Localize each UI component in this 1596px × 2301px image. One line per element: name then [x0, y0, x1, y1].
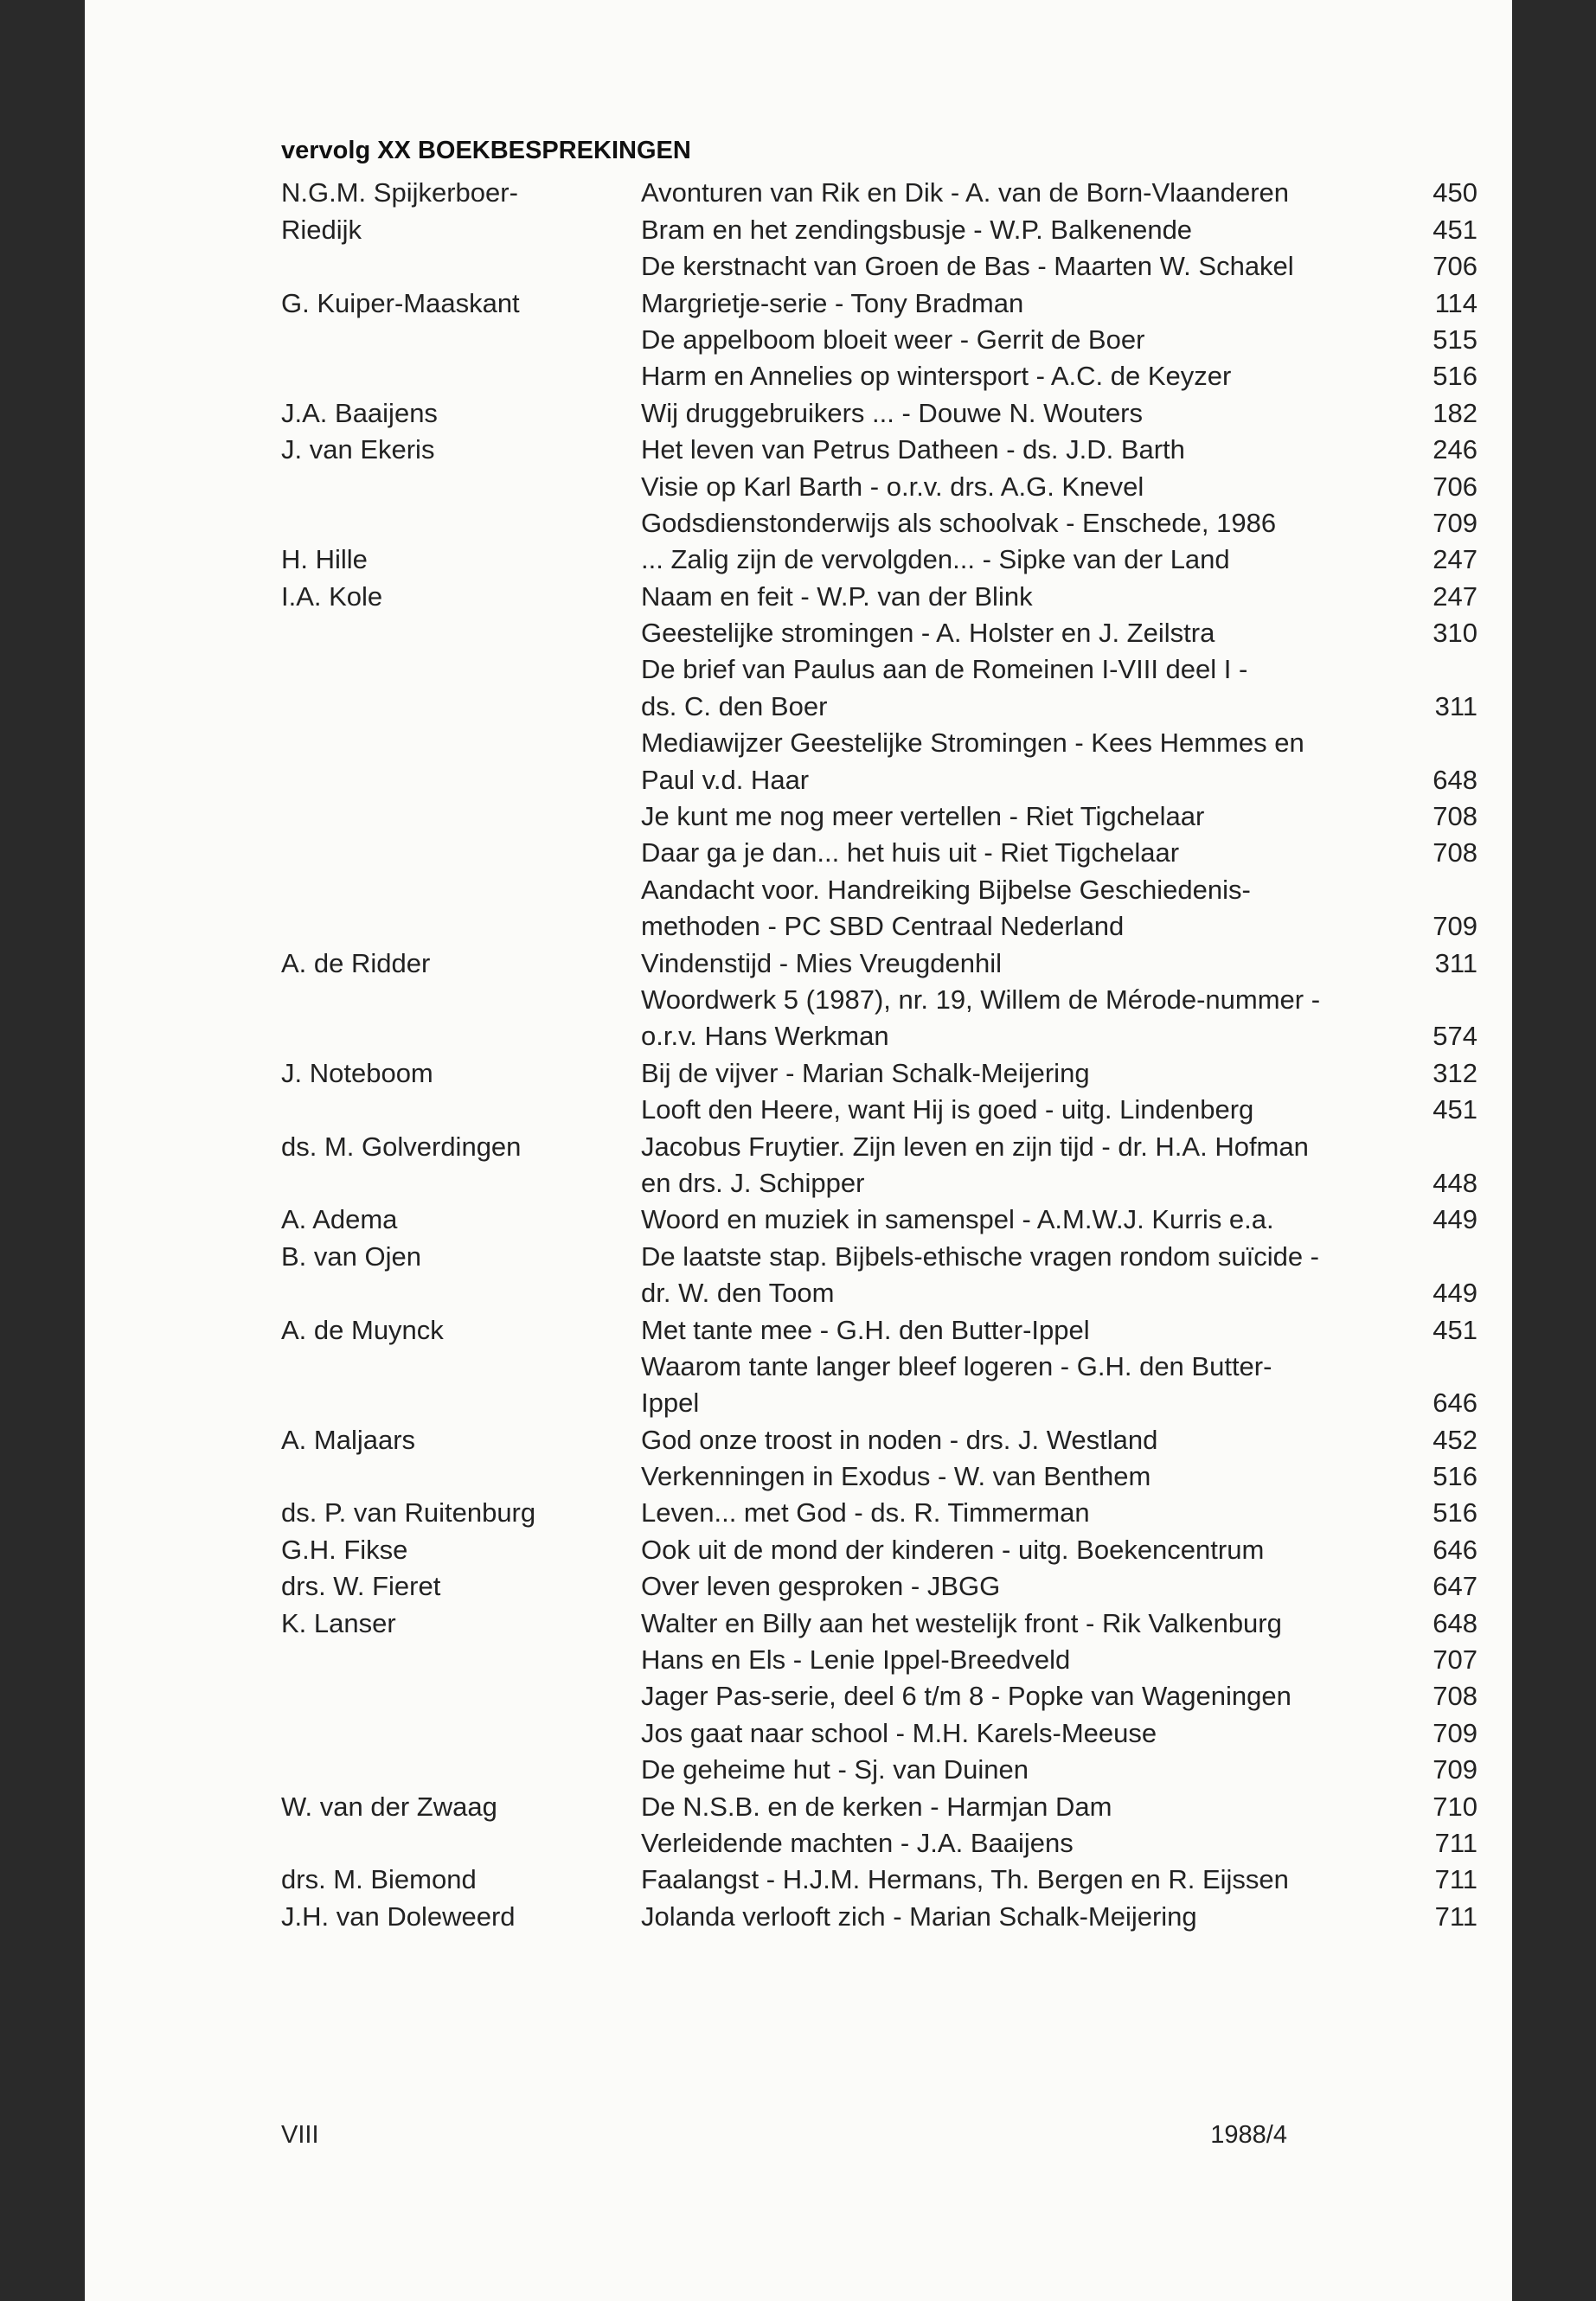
list-item [281, 834, 1477, 870]
page-number: 452 [1433, 1424, 1477, 1455]
page-number: 311 [1434, 947, 1477, 978]
page-number: 449 [1433, 1278, 1477, 1309]
list-item [281, 247, 1477, 284]
book-title: ... Zalig zijn de vervolgden... - Sipke van der Land [641, 544, 1230, 575]
list-item [281, 1017, 1477, 1054]
list-item [281, 467, 1477, 503]
page-number: 247 [1433, 544, 1477, 575]
book-title: Verleidende machten - J.A. Baaijens [641, 1827, 1074, 1858]
document-page [85, 0, 1512, 2301]
page-number: 448 [1433, 1167, 1477, 1198]
page-number: 182 [1433, 397, 1477, 428]
reviewer-name: drs. W. Fieret [281, 1571, 441, 1602]
book-title: Paul v.d. Haar [641, 764, 810, 795]
reviewer-name: J.A. Baaijens [281, 397, 438, 428]
reviewer-name: J. van Ekeris [281, 434, 435, 465]
book-title: Leven... met God - ds. R. Timmerman [641, 1497, 1090, 1529]
book-title: Jacobus Fruytier. Zijn leven en zijn tijd - dr. H.A. Hofman [641, 1131, 1309, 1162]
reviewer-name: I.A. Kole [281, 580, 383, 612]
list-item [281, 687, 1477, 723]
list-item [281, 1458, 1477, 1494]
page-number: 647 [1433, 1571, 1477, 1602]
book-title: Het leven van Petrus Datheen - ds. J.D. Barth [641, 434, 1185, 465]
list-item [281, 210, 1477, 247]
list-item [281, 651, 1477, 687]
issue-number: 1988/4 [1210, 2121, 1287, 2149]
page-number: 709 [1433, 1754, 1477, 1785]
list-item [281, 1311, 1477, 1347]
book-title: Faalangst - H.J.M. Hermans, Th. Bergen en R. Eijssen [641, 1864, 1289, 1895]
list-item [281, 394, 1477, 430]
page-number: 708 [1433, 801, 1477, 832]
reviewer-name: ds. P. van Ruitenburg [281, 1497, 536, 1529]
book-title: o.r.v. Hans Werkman [641, 1021, 889, 1052]
list-item [281, 284, 1477, 320]
review-list [281, 174, 1477, 1934]
book-title: Verkenningen in Exodus - W. van Benthem [641, 1461, 1151, 1492]
book-title: Looft den Heere, want Hij is goed - uitg. Lindenberg [641, 1094, 1254, 1125]
list-item [281, 321, 1477, 357]
list-item [281, 760, 1477, 797]
page-number: 710 [1433, 1791, 1477, 1822]
page-number: 451 [1433, 1314, 1477, 1345]
page-number: 711 [1434, 1900, 1477, 1932]
page-number: 451 [1433, 1094, 1477, 1125]
book-title: De geheime hut - Sj. van Duinen [641, 1754, 1029, 1785]
book-title: Over leven gesproken - JBGG [641, 1571, 1001, 1602]
book-title: Vindenstijd - Mies Vreugdenhil [641, 947, 1003, 978]
page-number: 711 [1434, 1827, 1477, 1858]
page-number: 574 [1433, 1021, 1477, 1052]
page-number: 709 [1433, 1717, 1477, 1748]
reviewer-name: A. de Ridder [281, 947, 431, 978]
list-item [281, 1201, 1477, 1237]
page-number: 648 [1433, 764, 1477, 795]
page-number: 451 [1433, 214, 1477, 245]
list-item [281, 944, 1477, 980]
list-item [281, 577, 1477, 613]
book-title: De laatste stap. Bijbels-ethische vragen rondom suïcide - [641, 1240, 1320, 1272]
book-title: Geestelijke stromingen - A. Holster en J. Zeilstra [641, 618, 1215, 649]
book-title: Walter en Billy aan het westelijk front - Rik Valkenburg [641, 1607, 1282, 1638]
page-number: 247 [1433, 580, 1477, 612]
reviewer-name: G.H. Fikse [281, 1534, 408, 1565]
book-title: Avonturen van Rik en Dik - A. van de Born-Vlaanderen [641, 177, 1290, 208]
page-roman-number: VIII [281, 2121, 319, 2149]
book-title: Visie op Karl Barth - o.r.v. drs. A.G. Knevel [641, 471, 1144, 502]
book-title: Wij druggebruikers ... - Douwe N. Wouters [641, 397, 1144, 428]
book-title: Godsdienstonderwijs als schoolvak - Enschede, 1986 [641, 507, 1277, 538]
list-item [281, 1348, 1477, 1384]
page-number: 708 [1433, 837, 1477, 868]
reviewer-name: Riedijk [281, 214, 362, 245]
list-item [281, 1127, 1477, 1163]
page-number: 709 [1433, 507, 1477, 538]
book-title: Bij de vijver - Marian Schalk-Meijering [641, 1057, 1090, 1088]
reviewer-name: H. Hille [281, 544, 368, 575]
page-number: 516 [1433, 361, 1477, 392]
page-number: 310 [1433, 618, 1477, 649]
list-item [281, 1824, 1477, 1861]
book-title: Woord en muziek in samenspel - A.M.W.J. Kurris e.a. [641, 1204, 1274, 1235]
book-title: Hans en Els - Lenie Ippel-Breedveld [641, 1644, 1071, 1676]
page-number: 646 [1433, 1388, 1477, 1419]
reviewer-name: K. Lanser [281, 1607, 396, 1638]
book-title: Harm en Annelies op wintersport - A.C. de Keyzer [641, 361, 1232, 392]
page-number: 646 [1433, 1534, 1477, 1565]
list-item [281, 357, 1477, 394]
list-item [281, 1861, 1477, 1897]
list-item [281, 1897, 1477, 1933]
book-title: Jos gaat naar school - M.H. Karels-Meeuse [641, 1717, 1157, 1748]
book-title: De appelboom bloeit weer - Gerrit de Boer [641, 324, 1145, 355]
book-title: ds. C. den Boer [641, 690, 828, 721]
page-number: 311 [1434, 690, 1477, 721]
reviewer-name: B. van Ojen [281, 1240, 421, 1272]
book-title: Met tante mee - G.H. den Butter-Ippel [641, 1314, 1090, 1345]
list-item [281, 1714, 1477, 1750]
book-title: Daar ga je dan... het huis uit - Riet Tigchelaar [641, 837, 1180, 868]
list-item [281, 907, 1477, 944]
reviewer-name: A. Maljaars [281, 1424, 416, 1455]
book-title: God onze troost in noden - drs. J. Westland [641, 1424, 1158, 1455]
list-item [281, 1384, 1477, 1420]
list-item [281, 1494, 1477, 1530]
book-title: Ippel [641, 1388, 700, 1419]
book-title: Bram en het zendingsbusje - W.P. Balkenende [641, 214, 1193, 245]
reviewer-name: N.G.M. Spijkerboer- [281, 177, 518, 208]
book-title: Jager Pas-serie, deel 6 t/m 8 - Popke van Wageningen [641, 1681, 1292, 1712]
list-item [281, 1567, 1477, 1604]
reviewer-name: G. Kuiper-Maaskant [281, 287, 520, 318]
list-item [281, 1677, 1477, 1714]
list-item [281, 1751, 1477, 1787]
list-item [281, 431, 1477, 467]
list-item [281, 1420, 1477, 1457]
page-number: 515 [1433, 324, 1477, 355]
page-number: 450 [1433, 177, 1477, 208]
list-item [281, 541, 1477, 577]
book-title: Mediawijzer Geestelijke Stromingen - Kees Hemmes en [641, 727, 1304, 759]
page-number: 707 [1433, 1644, 1477, 1676]
list-item [281, 981, 1477, 1017]
list-item [281, 798, 1477, 834]
page-number: 449 [1433, 1204, 1477, 1235]
list-item [281, 1091, 1477, 1127]
page-number: 706 [1433, 471, 1477, 502]
page-number: 246 [1433, 434, 1477, 465]
book-title: methoden - PC SBD Centraal Nederland [641, 911, 1125, 942]
list-item [281, 504, 1477, 541]
list-item [281, 1054, 1477, 1090]
book-title: De kerstnacht van Groen de Bas - Maarten W. Schakel [641, 251, 1294, 282]
book-title: De brief van Paulus aan de Romeinen I-VIII deel I - [641, 654, 1248, 685]
book-title: en drs. J. Schipper [641, 1167, 865, 1198]
reviewer-name: ds. M. Golverdingen [281, 1131, 522, 1162]
list-item [281, 724, 1477, 760]
list-item [281, 1641, 1477, 1677]
list-item [281, 1164, 1477, 1201]
book-title: Aandacht voor. Handreiking Bijbelse Geschiedenis- [641, 874, 1251, 905]
list-item [281, 870, 1477, 907]
reviewer-name: W. van der Zwaag [281, 1791, 497, 1822]
book-title: Ook uit de mond der kinderen - uitg. Boekencentrum [641, 1534, 1265, 1565]
reviewer-name: J. Noteboom [281, 1057, 433, 1088]
book-title: Naam en feit - W.P. van der Blink [641, 580, 1033, 612]
page-number: 708 [1433, 1681, 1477, 1712]
reviewer-name: J.H. van Doleweerd [281, 1900, 516, 1932]
book-title: dr. W. den Toom [641, 1278, 835, 1309]
list-item [281, 1787, 1477, 1823]
list-item [281, 1530, 1477, 1567]
book-title: Je kunt me nog meer vertellen - Riet Tigchelaar [641, 801, 1205, 832]
list-item [281, 174, 1477, 210]
list-item [281, 1237, 1477, 1273]
page-number: 706 [1433, 251, 1477, 282]
reviewer-name: drs. M. Biemond [281, 1864, 477, 1895]
book-title: Jolanda verlooft zich - Marian Schalk-Meijering [641, 1900, 1197, 1932]
book-title: De N.S.B. en de kerken - Harmjan Dam [641, 1791, 1112, 1822]
page-number: 114 [1434, 287, 1477, 318]
page-number: 516 [1433, 1497, 1477, 1529]
book-title: Woordwerk 5 (1987), nr. 19, Willem de Mérode-nummer - [641, 984, 1321, 1015]
section-heading: vervolg XX BOEKBESPREKINGEN [281, 137, 691, 164]
list-item [281, 614, 1477, 651]
list-item [281, 1274, 1477, 1311]
page-number: 711 [1434, 1864, 1477, 1895]
page-number: 648 [1433, 1607, 1477, 1638]
page-number: 709 [1433, 911, 1477, 942]
page-number: 312 [1433, 1057, 1477, 1088]
reviewer-name: A. de Muynck [281, 1314, 444, 1345]
reviewer-name: A. Adema [281, 1204, 398, 1235]
book-title: Waarom tante langer bleef logeren - G.H. den Butter- [641, 1350, 1272, 1381]
page-number: 516 [1433, 1461, 1477, 1492]
list-item [281, 1604, 1477, 1640]
book-title: Margrietje-serie - Tony Bradman [641, 287, 1024, 318]
